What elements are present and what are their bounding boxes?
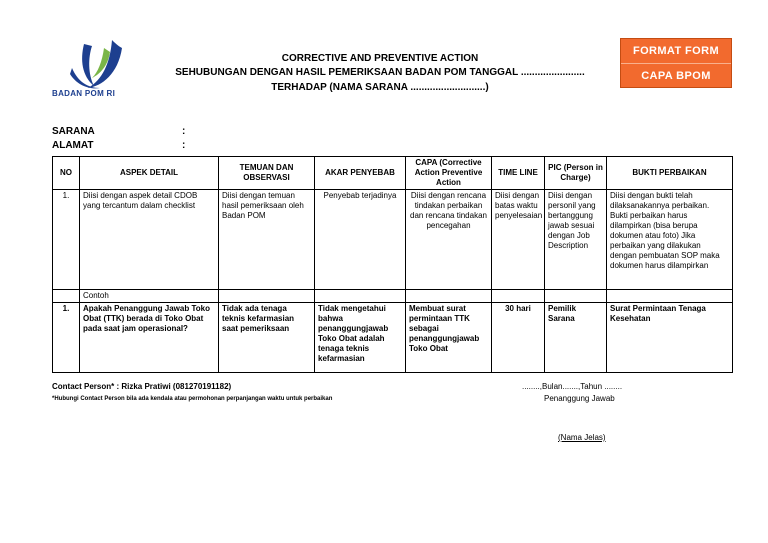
date-line: ........,Bulan.......,Tahun ........ <box>522 382 623 391</box>
header-temuan: TEMUAN DAN OBSERVASI <box>219 157 315 190</box>
cell-aspek: Apakah Penanggung Jawab Toko Obat (TTK) berada di Toko Obat pada saat jam operasional? <box>80 303 219 373</box>
cell-temuan: Diisi dengan temuan hasil pemeriksaan oleh Badan POM <box>219 190 315 290</box>
cell-akar: Penyebab terjadinya <box>315 190 406 290</box>
footnote: *Hubungi Contact Person bila ada kendala atau permohonan perpanjangan waktu untuk perbaikan <box>52 396 333 402</box>
sarana-field <box>52 126 186 137</box>
cell-capa: Diisi dengan rencana tindakan perbaikan dan rencana tindakan pencegahan <box>406 190 492 290</box>
alamat-field <box>52 140 186 151</box>
cell-akar: Tidak mengetahui bahwa penanggungjawab Toko Obat adalah tenaga teknis kefarmasian <box>315 303 406 373</box>
header-pic: PIC (Person in Charge) <box>545 157 607 190</box>
logo-text: BADAN POM RI <box>52 89 116 98</box>
badge-line2: CAPA BPOM <box>641 70 711 82</box>
example-row <box>53 290 733 303</box>
cell-empty <box>219 290 315 303</box>
cell-no: 1. <box>53 303 80 373</box>
cell-empty <box>406 290 492 303</box>
alamat-colon: : <box>182 140 186 151</box>
signer-name: (Nama Jelas) <box>558 433 606 442</box>
table-row <box>53 190 733 290</box>
header-capa: CAPA (Corrective Action Preventive Action <box>406 157 492 190</box>
cell-empty <box>492 290 545 303</box>
document-subtitle: SEHUBUNGAN DENGAN HASIL PEMERIKSAAN BADAN POM TANGGAL ....................... <box>175 67 585 78</box>
header-no: NO <box>53 157 80 190</box>
table-header-row <box>53 157 733 190</box>
cell-empty <box>53 290 80 303</box>
header-bukti: BUKTI PERBAIKAN <box>607 157 733 190</box>
cell-bukti: Diisi dengan bukti telah dilaksanakannya perbaikan. Bukti perbaikan harus dilampirkan (bisa berupa dokumen atau foto) Jika perbaikan yang dilakukan dengan pembuatan SOP maka dokumen harus dilampirkan <box>607 190 733 290</box>
badge-line1: FORMAT FORM <box>632 45 720 57</box>
cell-temuan: Tidak ada tenaga teknis kefarmasian saat pemeriksaan <box>219 303 315 373</box>
cell-empty <box>607 290 733 303</box>
capa-table <box>52 156 733 373</box>
document-subject: TERHADAP (NAMA SARANA ...........................) <box>271 82 489 93</box>
cell-aspek: Diisi dengan aspek detail CDOB yang tercantum dalam checklist <box>80 190 219 290</box>
sarana-colon: : <box>182 126 186 137</box>
alamat-label: ALAMAT <box>52 140 94 151</box>
example-label: Contoh <box>80 290 219 303</box>
cell-timeline: Diisi dengan batas waktu penyelesaian <box>492 190 545 290</box>
format-badge <box>620 38 732 88</box>
document-title: CORRECTIVE AND PREVENTIVE ACTION <box>281 53 479 64</box>
header-time-line: TIME LINE <box>492 157 545 190</box>
header-akar-penyebab: AKAR PENYEBAB <box>315 157 406 190</box>
cell-empty <box>545 290 607 303</box>
table-row <box>53 303 733 373</box>
cell-pic: Diisi dengan personil yang bertanggung jawab sesuai dengan Job Description <box>545 190 607 290</box>
cell-pic: Pemilik Sarana <box>545 303 607 373</box>
cell-no: 1. <box>53 190 80 290</box>
cell-bukti: Surat Permintaan Tenaga Kesehatan <box>607 303 733 373</box>
header-aspek-detail: ASPEK DETAIL <box>80 157 219 190</box>
sarana-label: SARANA <box>52 126 95 137</box>
cell-empty <box>315 290 406 303</box>
cell-timeline: 30 hari <box>492 303 545 373</box>
cell-capa: Membuat surat permintaan TTK sebagai penanggungjawab Toko Obat <box>406 303 492 373</box>
contact-person: Contact Person* : Rizka Pratiwi (081270191182) <box>52 382 232 391</box>
signer-label: Penanggung Jawab <box>544 394 615 403</box>
